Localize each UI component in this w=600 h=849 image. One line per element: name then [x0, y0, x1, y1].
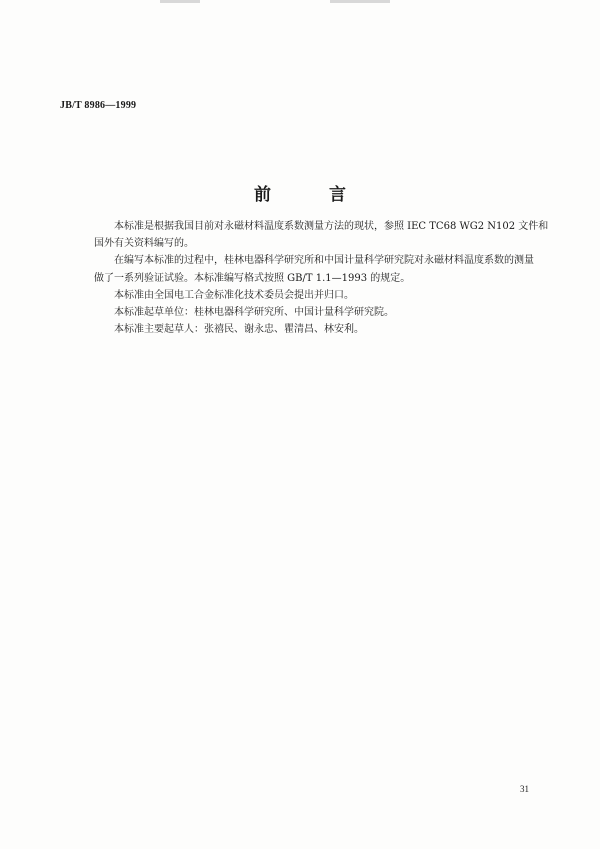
scan-edge-mark [160, 0, 200, 3]
text-line: 本标准是根据我国目前对永磁材料温度系数测量方法的现状，参照 IEC TC68 WG2 N102 文件和 [114, 221, 549, 232]
text-line: 在编写本标准的过程中，桂林电器科学研究所和中国计量科学研究院对永磁材料温度系数的测量 [114, 255, 534, 267]
paragraph [74, 252, 558, 286]
page-number: 31 [520, 784, 529, 794]
text-line: 本标准由全国电工合金标准化技术委员会提出并归口。 [114, 289, 354, 301]
text-line: 做了一系列验证试验。本标准编写格式按照 GB/T 1.1—1993 的规定。 [94, 272, 411, 284]
document-code: JB/T 8986—1999 [60, 100, 137, 111]
paragraph [74, 304, 558, 321]
paragraph [74, 321, 558, 338]
foreword-body [74, 218, 558, 338]
paragraph [74, 218, 558, 252]
text-line: 国外有关资料编写的。 [94, 238, 194, 250]
paragraph [74, 287, 558, 304]
section-title: 前 言 [254, 185, 372, 205]
scan-edge-mark [330, 0, 390, 3]
text-line: 本标准起草单位：桂林电器科学研究所、中国计量科学研究院。 [114, 307, 394, 319]
text-line: 本标准主要起草人：张禧民、谢永忠、瞿清昌、林安利。 [114, 324, 364, 336]
